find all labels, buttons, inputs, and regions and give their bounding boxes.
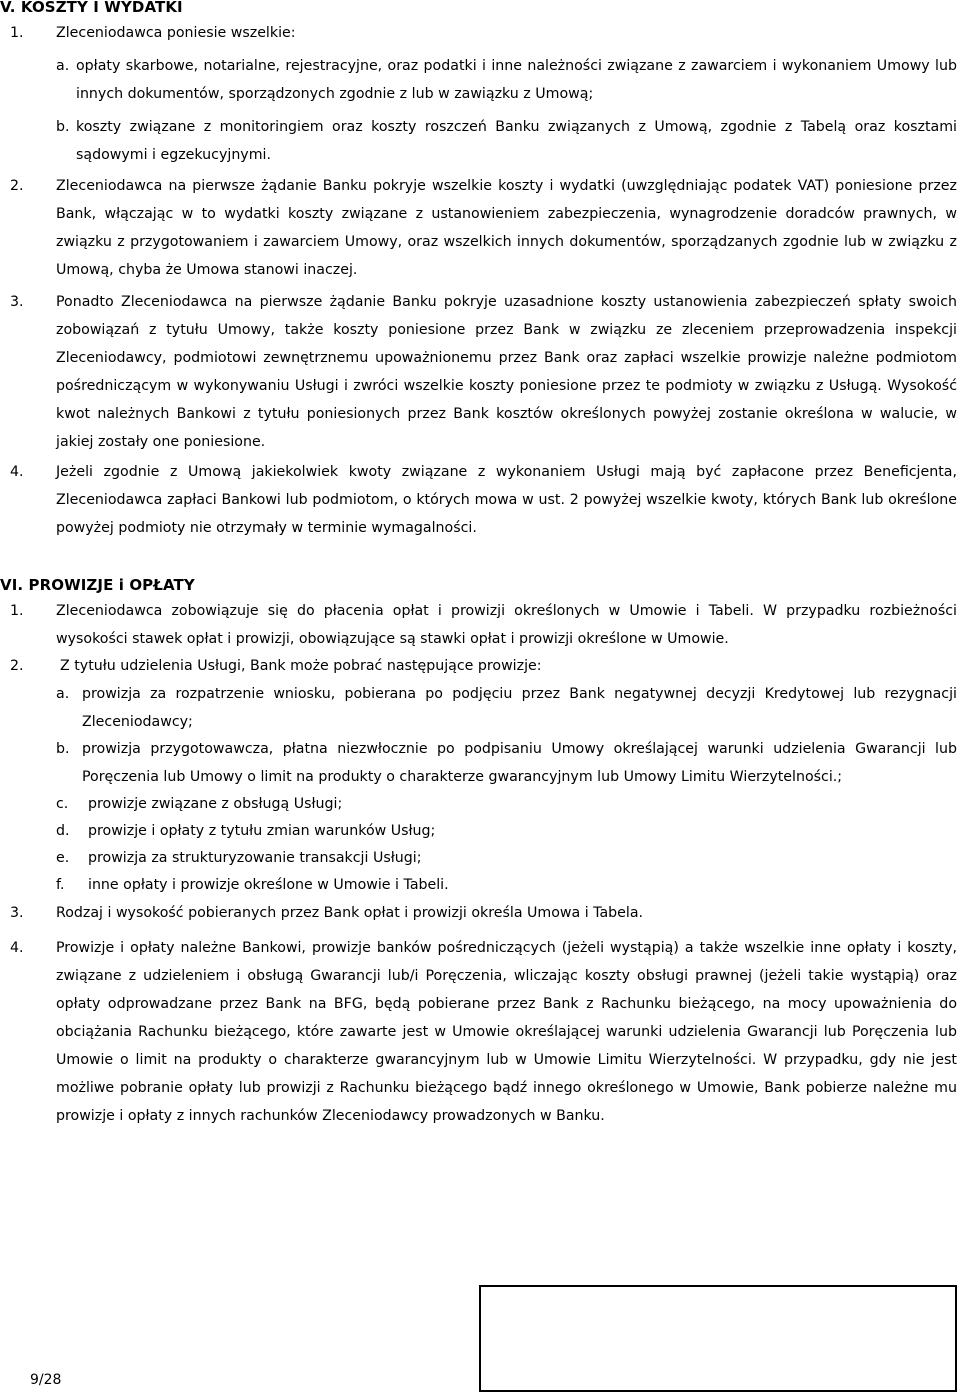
paragraph-vi-1 — [10, 597, 957, 653]
paragraph-vi-2f — [56, 871, 957, 899]
paragraph-vi-2 — [10, 652, 957, 680]
paragraph-text: Prowizje i opłaty należne Bankowi, prowizje banków pośredniczących (jeżeli wystąpią) a także wszelkie inne opłaty i koszty, związane z udzieleniem i obsługą Gwarancji lub/i Poręczenia, wliczając koszty obsługi prawnej (jeżeli takie wystąpią) oraz opłaty odprowadzane przez Bank na BFG, będą pobierane przez Bank z Rachunku bieżącego, na mocy upoważnienia do obciążania Rachunku bieżącego, które zawarte jest w Umowie określającej warunki udzielenia Gwarancji lub Poręczenia lub Umowie o limit na produkty o charakterze gwarancyjnym lub w Umowie Limitu Wierzytelności. W przypadku, gdy nie jest możliwe pobranie opłaty lub prowizji z Rachunku bieżącego bądź innego określonego w Umowie, Bank pobierze należne mu prowizje i opłaty z innych rachunków Zleceniodawcy prowadzonych w Banku. — [56, 940, 957, 1124]
paragraph-text: Rodzaj i wysokość pobieranych przez Bank opłat i prowizji określa Umowa i Tabela. — [56, 905, 644, 921]
paragraph-text: Zleceniodawca na pierwsze żądanie Banku pokryje wszelkie koszty i wydatki (uwzględniając podatek VAT) poniesione przez Bank, włączając w to wydatki koszty związane z ustanowieniem zabezpieczenia, wynagrodzenie doradców prawnych, w związku z przygotowaniem i zawarciem Umowy, oraz wszelkich innych dokumentów, sporządzanych zgodnie lub w związku z Umową, chyba że Umowa stanowi inaczej. — [56, 178, 957, 278]
signature-stamp-box — [479, 1285, 957, 1392]
paragraph-letter: c. — [56, 796, 69, 812]
paragraph-text: Z tytułu udzielenia Usługi, Bank może pobrać następujące prowizje: — [60, 658, 542, 674]
paragraph-vi-2e — [56, 844, 957, 872]
paragraph-text: prowizja za strukturyzowanie transakcji Usługi; — [88, 850, 422, 866]
paragraph-text: opłaty skarbowe, notarialne, rejestracyjne, oraz podatki i inne należności związane z zawarciem i wykonaniem Umowy lub innych dokumentów, sporządzonych zgodnie z lub w zawiązku z Umową; — [76, 58, 957, 102]
paragraph-text: prowizja przygotowawcza, płatna niezwłocznie po podpisaniu Umowy określającej warunki udzielenia Gwarancji lub Poręczenia lub Umowy o limit na produkty o charakterze gwarancyjnym lub Umowy Limitu Wierzytelności.; — [82, 741, 957, 785]
paragraph-text: prowizje związane z obsługą Usługi; — [88, 796, 343, 812]
paragraph-number: 4. — [10, 464, 24, 480]
paragraph-letter: b. — [56, 119, 70, 135]
paragraph-number: 3. — [10, 294, 24, 310]
paragraph-v-4 — [10, 458, 957, 542]
paragraph-v-1a — [56, 52, 957, 108]
paragraph-vi-2a — [56, 680, 957, 736]
paragraph-vi-2d — [56, 817, 957, 845]
paragraph-text: Jeżeli zgodnie z Umową jakiekolwiek kwoty związane z wykonaniem Usługi mają być zapłacone przez Beneficjenta, Zleceniodawca zapłaci Bankowi lub podmiotom, o których mowa w ust. 2 powyżej wszelkie kwoty, których Bank lub określone powyżej podmioty nie otrzymały w terminie wymagalności. — [56, 464, 957, 536]
paragraph-text: prowizje i opłaty z tytułu zmian warunków Usług; — [88, 823, 436, 839]
paragraph-vi-3 — [10, 899, 957, 927]
section-heading-costs: V. KOSZTY I WYDATKI — [0, 0, 183, 16]
paragraph-text: prowizja za rozpatrzenie wniosku, pobierana po podjęciu przez Bank negatywnej decyzji Kredytowej lub rezygnacji Zleceniodawcy; — [82, 686, 957, 730]
paragraph-number: 4. — [10, 940, 24, 956]
paragraph-letter: f. — [56, 877, 65, 893]
paragraph-letter: e. — [56, 850, 70, 866]
paragraph-number: 2. — [10, 658, 24, 674]
paragraph-v-3 — [10, 288, 957, 456]
paragraph-vi-2c — [56, 790, 957, 818]
paragraph-v-1 — [10, 19, 950, 47]
paragraph-text: Zleceniodawca zobowiązuje się do płacenia opłat i prowizji określonych w Umowie i Tabeli. W przypadku rozbieżności wysokości stawek opłat i prowizji, obowiązujące są stawki opłat i prowizji określone w Umowie. — [56, 603, 957, 647]
paragraph-letter: b. — [56, 741, 70, 757]
paragraph-number: 1. — [10, 25, 24, 41]
paragraph-v-2 — [10, 172, 957, 284]
paragraph-text: koszty związane z monitoringiem oraz koszty roszczeń Banku związanych z Umową, zgodnie z Tabelą oraz kosztami sądowymi i egzekucyjnymi. — [76, 119, 957, 163]
paragraph-v-1b — [56, 113, 957, 169]
paragraph-letter: a. — [56, 58, 70, 74]
paragraph-number: 3. — [10, 905, 24, 921]
paragraph-vi-4 — [10, 934, 957, 1130]
paragraph-number: 1. — [10, 603, 24, 619]
paragraph-letter: d. — [56, 823, 70, 839]
section-heading-fees: VI. PROWIZJE i OPŁATY — [0, 576, 195, 594]
paragraph-text: inne opłaty i prowizje określone w Umowie i Tabeli. — [88, 877, 449, 893]
page-number: 9/28 — [30, 1372, 62, 1388]
paragraph-letter: a. — [56, 686, 70, 702]
paragraph-text: Ponadto Zleceniodawca na pierwsze żądanie Banku pokryje uzasadnione koszty ustanowienia zabezpieczeń spłaty swoich zobowiązań z tytułu Umowy, także koszty poniesione przez Bank w związku ze zleceniem przeprowadzenia inspekcji Zleceniodawcy, podmiotowi zewnętrznemu upoważnionemu przez Bank oraz zapłaci wszelkie prowizje należne podmiotom pośredniczącym w wykonywaniu Usługi i zwróci wszelkie koszty poniesione przez te podmioty w związku z Usługą. Wysokość kwot należnych Bankowi z tytułu poniesionych przez Bank kosztów określonych powyżej zostanie określona w walucie, w jakiej zostały one poniesione. — [56, 294, 957, 450]
paragraph-vi-2b — [56, 735, 957, 791]
paragraph-text: Zleceniodawca poniesie wszelkie: — [56, 25, 296, 41]
paragraph-number: 2. — [10, 178, 24, 194]
